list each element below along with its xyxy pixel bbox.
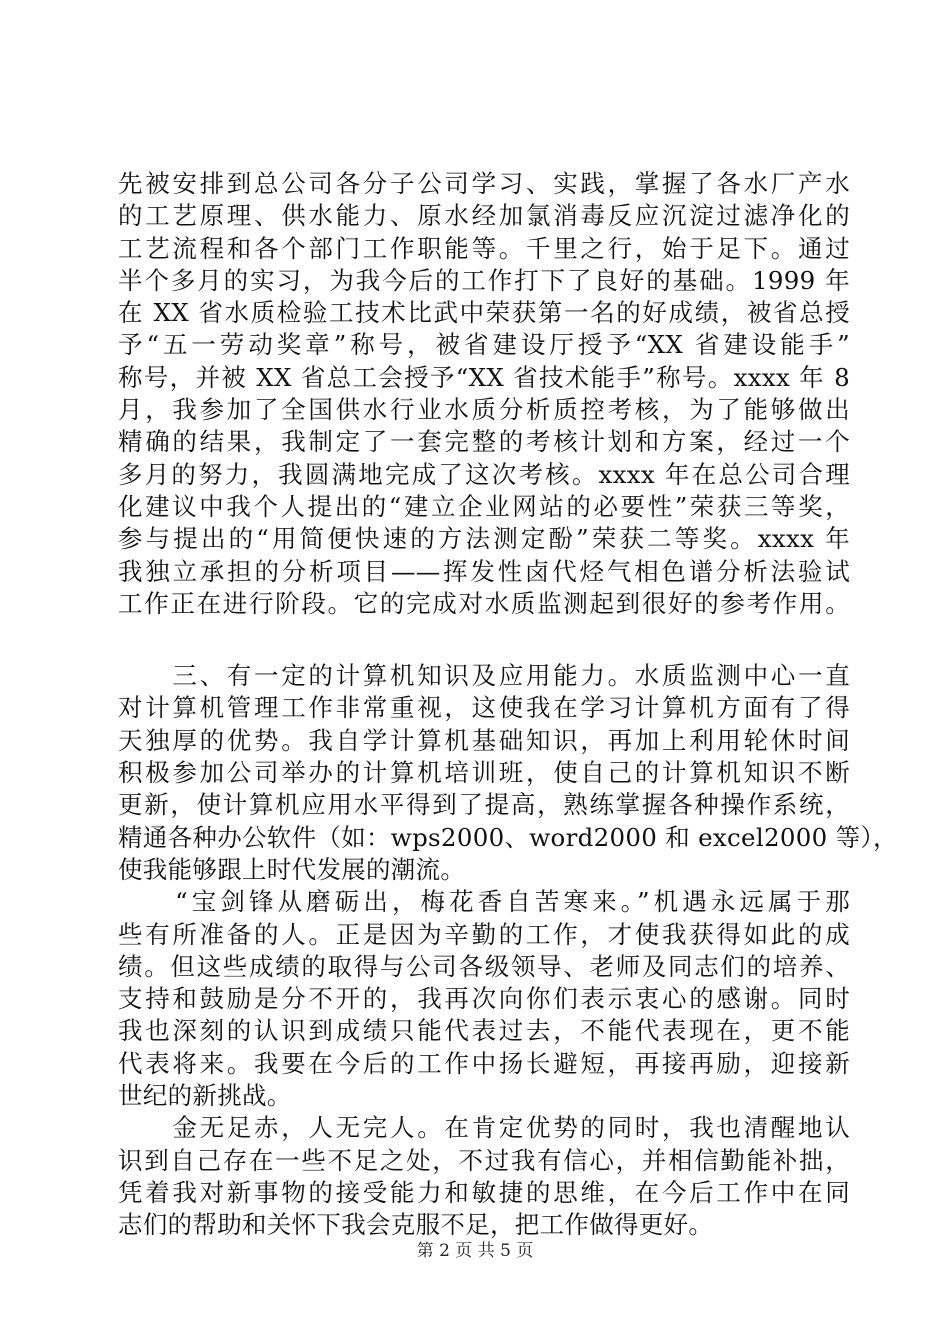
text-line: 三、有一定的计算机知识及应用能力。水质监测中心一直 — [118, 661, 850, 691]
text-line: 月，我参加了全国供水行业水质分析质控考核，为了能够做出 — [118, 395, 850, 425]
text-line: 的工艺原理、供水能力、原水经加氯消毒反应沉淀过滤净化的 — [118, 201, 850, 231]
text-line: 在 XX 省水质检验工技术比武中荣获第一名的好成绩，被省总授 — [118, 298, 850, 328]
text-line: 多月的努力，我圆满地完成了这次考核。xxxx 年在总公司合理 — [118, 459, 850, 489]
paragraph-4 — [118, 1112, 850, 1241]
text-line: 参与提出的“用简便快速的方法测定酚”荣获二等奖。xxxx 年 — [118, 524, 850, 554]
paragraph-3 — [118, 886, 850, 1112]
text-line: 更新，使计算机应用水平得到了提高，熟练掌握各种操作系统， — [118, 790, 850, 820]
text-line: 绩。但这些成绩的取得与公司各级领导、老师及同志们的培养、 — [118, 951, 850, 981]
text-line: 代表将来。我要在今后的工作中扬长避短，再接再励，迎接新 — [118, 1048, 850, 1078]
text-line: 精通各种办公软件（如：wps2000、word2000 和 excel2000 等）， — [118, 822, 898, 852]
paragraph-1 — [118, 168, 850, 620]
text-line: 予“五一劳动奖章”称号，被省建设厅授予“XX 省建设能手” — [118, 330, 850, 360]
text-line: 精确的结果，我制定了一套完整的考核计划和方案，经过一个 — [118, 427, 850, 457]
text-line: 我也深刻的认识到成绩只能代表过去，不能代表现在，更不能 — [118, 1016, 850, 1046]
text-line: 志们的帮助和关怀下我会克服不足，把工作做得更好。 — [118, 1210, 714, 1240]
document-body — [118, 168, 898, 1242]
paragraph-gap — [118, 620, 850, 660]
text-line: “宝剑锋从磨砺出，梅花香自苦寒来。”机遇永远属于那 — [118, 887, 850, 917]
paragraph-2 — [118, 660, 898, 886]
text-line: 化建议中我个人提出的“建立企业网站的必要性”荣获三等奖， — [118, 491, 850, 521]
text-line: 天独厚的优势。我自学计算机基础知识，再加上利用轮休时间 — [118, 725, 850, 755]
text-line: 些有所准备的人。正是因为辛勤的工作，才使我获得如此的成 — [118, 919, 850, 949]
text-line: 半个多月的实习，为我今后的工作打下了良好的基础。1999 年 — [118, 265, 850, 295]
text-line: 积极参加公司举办的计算机培训班，使自己的计算机知识不断 — [118, 758, 850, 788]
text-line: 使我能够跟上时代发展的潮流。 — [118, 854, 466, 884]
text-line: 金无足赤，人无完人。在肯定优势的同时，我也清醒地认 — [118, 1113, 850, 1143]
page-number-footer: 第 2 页 共 5 页 — [416, 1241, 534, 1261]
text-line: 工作正在进行阶段。它的完成对水质监测起到很好的参考作用。 — [118, 588, 850, 618]
text-line: 先被安排到总公司各分子公司学习、实践，掌握了各水厂产水 — [118, 169, 850, 198]
text-line: 凭着我对新事物的接受能力和敏捷的思维，在今后工作中在同 — [118, 1177, 850, 1207]
text-line: 对计算机管理工作非常重视，这使我在学习计算机方面有了得 — [118, 693, 850, 723]
text-line: 称号，并被 XX 省总工会授予“XX 省技术能手”称号。xxxx 年 8 — [118, 362, 850, 392]
text-line: 我独立承担的分析项目——挥发性卤代烃气相色谱分析法验试 — [118, 556, 850, 586]
text-line: 工艺流程和各个部门工作职能等。千里之行，始于足下。通过 — [118, 233, 850, 263]
text-line: 支持和鼓励是分不开的，我再次向你们表示衷心的感谢。同时 — [118, 984, 850, 1014]
text-line: 识到自己存在一些不足之处，不过我有信心，并相信勤能补拙， — [118, 1145, 850, 1175]
text-line: 世纪的新挑战。 — [118, 1081, 292, 1111]
